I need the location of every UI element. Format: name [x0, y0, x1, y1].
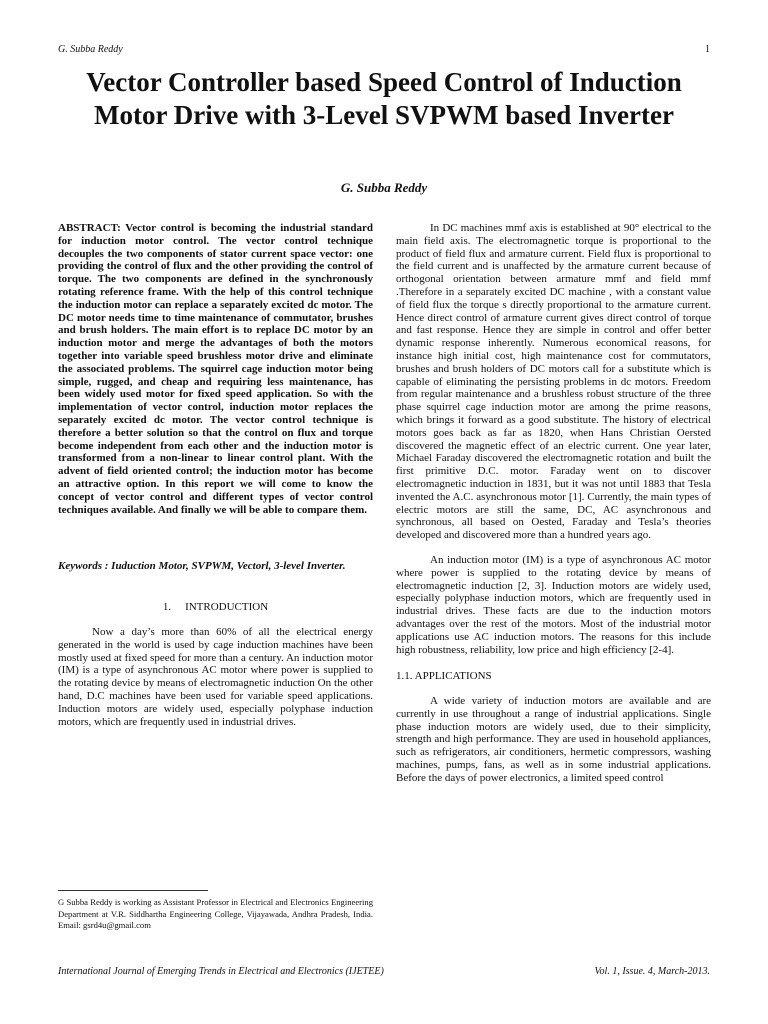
- section-number: 1.: [162, 601, 172, 614]
- abstract: ABSTRACT: Vector control is becoming the industrial standard for induction motor control. The vector control technique decouples the two components of stator current space vector: one providing the control of flux and the other providing the control of torque. The two components are defined in the synchronously rotating reference frame. With the help of this control technique the induction motor can replace a separately excited dc motor. The DC motor needs time to time maintenance of commutator, brushes and brush holders. The main effort is to replace DC motor by an induction motor and merge the advantages of both the motors together into variable speed brushless motor drive and eliminate the associated problems. The squirrel cage induction motor being simple, rugged, and cheap and requiring less maintenance, has been widely used motor for fixed speed application. So with the implementation of vector control, induction motor replaces the separately excited dc motor. The vector control technique is therefore a better solution so that the control on flux and torque become independent from each other and the induction motor is transformed from a non-linear to linear control plant. With the advent of field oriented control; the induction motor has become an attractive option. In this report we will come to know the concept of vector control and different types of vector control techniques available. And finally we will be able to compare them.: [58, 222, 373, 516]
- author-byline: G. Subba Reddy: [340, 180, 428, 195]
- page-number: 1: [705, 44, 710, 55]
- section-heading-introduction: [58, 601, 373, 614]
- subsection-heading-applications: 1.1. APPLICATIONS: [396, 670, 492, 683]
- running-header: [58, 44, 710, 58]
- intro-paragraph-3: An induction motor (IM) is a type of asynchronous AC motor where power is supplied to the rotating device by means of electromagnetic induction [2, 3]. Induction motors are widely used, especially polyphase induction motors, which are frequently used in industrial drives. These facts are due to the induction motors advantages over the rest of the motors. Most of the industrial motor applications use AC induction motors. The reasons for this include high robustness, reliability, low price and high efficiency [2-4].: [396, 553, 711, 656]
- header-author: G. Subba Reddy: [58, 44, 123, 55]
- section-title: INTRODUCTION: [185, 601, 269, 614]
- keywords: Keywords : Iuduction Motor, SVPWM, Vectorl, 3-level Inverter.: [58, 560, 346, 573]
- paper-title: Vector Controller based Speed Control of Induction Motor Drive with 3-Level SVPWM based Inverter: [86, 67, 682, 130]
- intro-paragraph-1: Now a day’s more than 60% of all the electrical energy generated in the world is used by cage induction machines have been mostly used at fixed speed for more than a century. An induction motor (IM) is a type of asynchronous AC motor where power is supplied to the rotating device by means of electromagnetic induction On the other hand, D.C machines have been used for variable speed applications. Induction motors are widely used, especially polyphase induction motors, which are frequently used in industrial drives.: [58, 625, 373, 728]
- journal-name: International Journal of Emerging Trends in Electrical and Electronics (IJETEE): [58, 966, 384, 977]
- author-footnote: G Subba Reddy is working as Assistant Professor in Electrical and Electronics Engineering Department at V.R. Siddhartha Engineering College, Vijayawada, Andhra Pradesh, India. Email: gsrd4u@gmail.com: [58, 897, 373, 930]
- journal-issue: Vol. 1, Issue. 4, March-2013.: [594, 966, 710, 977]
- footnote-divider: [58, 890, 208, 891]
- intro-paragraph-2: In DC machines mmf axis is established at 90° electrical to the main field axis. The electromagnetic torque is proportional to the product of field flux and armature current. Field flux is proportional to the field current and is unaffected by the armature current because of orthogonal orientation between armature mmf and field mmf .Therefore in a separately excited DC machine , with a constant value of field flux the torque s directly proportional to the armature current. Hence direct control of armature current gives direct control of torque and fast response. Hence they are simple in control and offer better dynamic response inherently. Numerous economical reasons, for instance high initial cost, high maintenance cost for commutators, brushes and brush holders of DC motors call for a substitute which is capable of eliminating the persisting problems in dc motors. Freedom from regular maintenance and a brushless robust structure of the three phase squirrel cage induction motor are among the prime reasons, which brings it forward as a good substitute. The history of electrical motors goes back as far as 1820, when Hans Christian Oersted discovered the magnetic effect of an electric current. One year later, Michael Faraday discovered the electromagnetic rotation and built the first primitive D.C. motor. Faraday went on to discover electromagnetic induction in 1831, but it was not until 1883 that Tesla invented the A.C. asynchronous motor [1]. Currently, the main types of electric motors are still the same, DC, AC asynchronous and synchronous, all based on Oested, Faraday and Tesla’s theories developed and discovered more than a hundred years ago.: [396, 222, 711, 542]
- applications-paragraph: A wide variety of induction motors are available and are currently in use throughout a range of industrial applications. Single phase induction motors are widely used, due to their simplicity, strength and high performance. They are used in household appliances, such as refrigerators, air conditioners, hermetic compressors, washing machines, pumps, fans, as well as in some industrial applications. Before the days of power electronics, a limited speed control: [396, 695, 711, 784]
- right-column: [396, 222, 711, 785]
- left-column: [58, 222, 373, 728]
